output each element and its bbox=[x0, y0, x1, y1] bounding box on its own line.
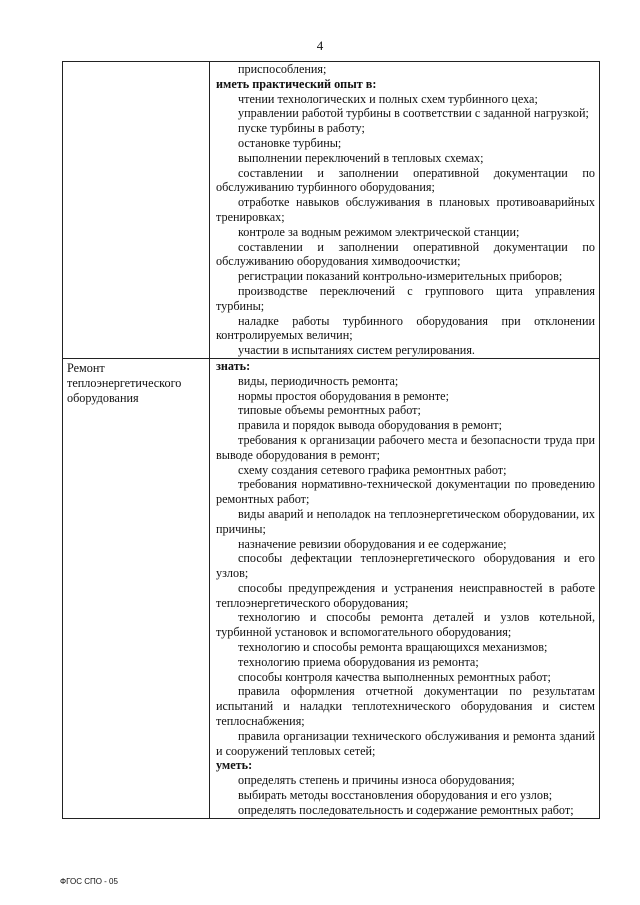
requirements-cell bbox=[210, 62, 600, 359]
requirement-item: управлении работой турбины в соответствии с заданной нагрузкой; bbox=[238, 106, 589, 121]
requirement-item: правила оформления отчетной документации по результатам испытаний и наладки теплотехнического оборудования и систем теплоснабжения; bbox=[216, 684, 595, 729]
requirement-item: приспособления; bbox=[238, 62, 327, 76]
requirement-item: способы дефектации теплоэнергетического оборудования и его узлов; bbox=[216, 551, 595, 581]
footer-code: ФГОС СПО - 05 bbox=[60, 877, 118, 886]
table-row bbox=[63, 358, 600, 818]
requirement-item: отработке навыков обслуживания в плановых противоаварийных тренировках; bbox=[216, 195, 595, 224]
requirement-item: пуске турбины в работу; bbox=[238, 121, 365, 136]
requirement-item: определять степень и причины износа оборудования; bbox=[238, 773, 515, 788]
requirements-cell bbox=[210, 358, 600, 818]
section-title-line: Ремонт bbox=[67, 360, 105, 375]
section-title-cell bbox=[63, 358, 210, 818]
requirement-item: чтении технологических и полных схем турбинного цеха; bbox=[238, 91, 538, 106]
requirement-item: технологию и способы ремонта деталей и узлов котельной, турбинной установок и вспомогательного оборудования; bbox=[216, 610, 595, 640]
requirement-item: технологию приема оборудования из ремонта; bbox=[238, 654, 479, 669]
section-title-cell bbox=[63, 62, 210, 359]
requirement-item: требования нормативно-технической документации по проведению ремонтных работ; bbox=[216, 477, 595, 507]
page-number: 4 bbox=[316, 38, 324, 53]
requirement-item: участии в испытаниях систем регулирования. bbox=[238, 343, 475, 358]
requirement-heading: уметь: bbox=[216, 758, 253, 773]
requirement-heading: знать: bbox=[216, 358, 251, 373]
requirement-item: контроле за водным режимом электрической станции; bbox=[238, 224, 520, 239]
table-row bbox=[63, 62, 600, 359]
section-title-line: оборудования bbox=[67, 390, 139, 405]
requirement-item: наладке работы турбинного оборудования при отклонении контролируемых величин; bbox=[216, 313, 595, 343]
requirement-item: составлении и заполнении оперативной документации по обслуживанию турбинного оборудования; bbox=[216, 165, 595, 195]
requirement-item: схему создания сетевого графика ремонтных работ; bbox=[238, 462, 507, 477]
requirement-item: выполнении переключений в тепловых схемах; bbox=[238, 150, 484, 165]
requirement-item: остановке турбины; bbox=[238, 135, 342, 150]
requirement-item: виды, периодичность ремонта; bbox=[238, 373, 399, 388]
requirement-item: выбирать методы восстановления оборудования и его узлов; bbox=[238, 788, 553, 803]
requirement-item: производстве переключений с группового щита управления турбины; bbox=[216, 283, 595, 313]
requirement-item: виды аварий и неполадок на теплоэнергетическом оборудовании, их причины; bbox=[216, 506, 595, 536]
requirement-item: назначение ревизии оборудования и ее содержание; bbox=[238, 536, 507, 551]
section-title-line: теплоэнергетического bbox=[67, 375, 182, 390]
requirement-item: типовые объемы ремонтных работ; bbox=[238, 403, 421, 418]
requirement-item: составлении и заполнении оперативной документации по обслуживанию оборудования химводоочистки; bbox=[216, 239, 595, 269]
requirement-item: определять последовательность и содержание ремонтных работ; bbox=[238, 802, 574, 817]
requirement-item: способы контроля качества выполненных ремонтных работ; bbox=[238, 669, 551, 684]
requirement-item: регистрации показаний контрольно-измерительных приборов; bbox=[238, 269, 563, 284]
competency-table bbox=[62, 61, 600, 819]
requirement-item: технологию и способы ремонта вращающихся механизмов; bbox=[238, 640, 548, 655]
requirement-heading: иметь практический опыт в: bbox=[216, 76, 377, 91]
requirement-item: нормы простоя оборудования в ремонте; bbox=[238, 388, 449, 403]
requirement-item: способы предупреждения и устранения неисправностей в работе теплоэнергетического оборудования; bbox=[216, 580, 595, 610]
requirement-item: требования к организации рабочего места и безопасности труда при выводе оборудования в ремонт; bbox=[216, 432, 595, 462]
requirement-item: правила организации технического обслуживания и ремонта зданий и сооружений тепловых сетей; bbox=[216, 728, 595, 758]
requirement-item: правила и порядок вывода оборудования в ремонт; bbox=[238, 418, 502, 433]
